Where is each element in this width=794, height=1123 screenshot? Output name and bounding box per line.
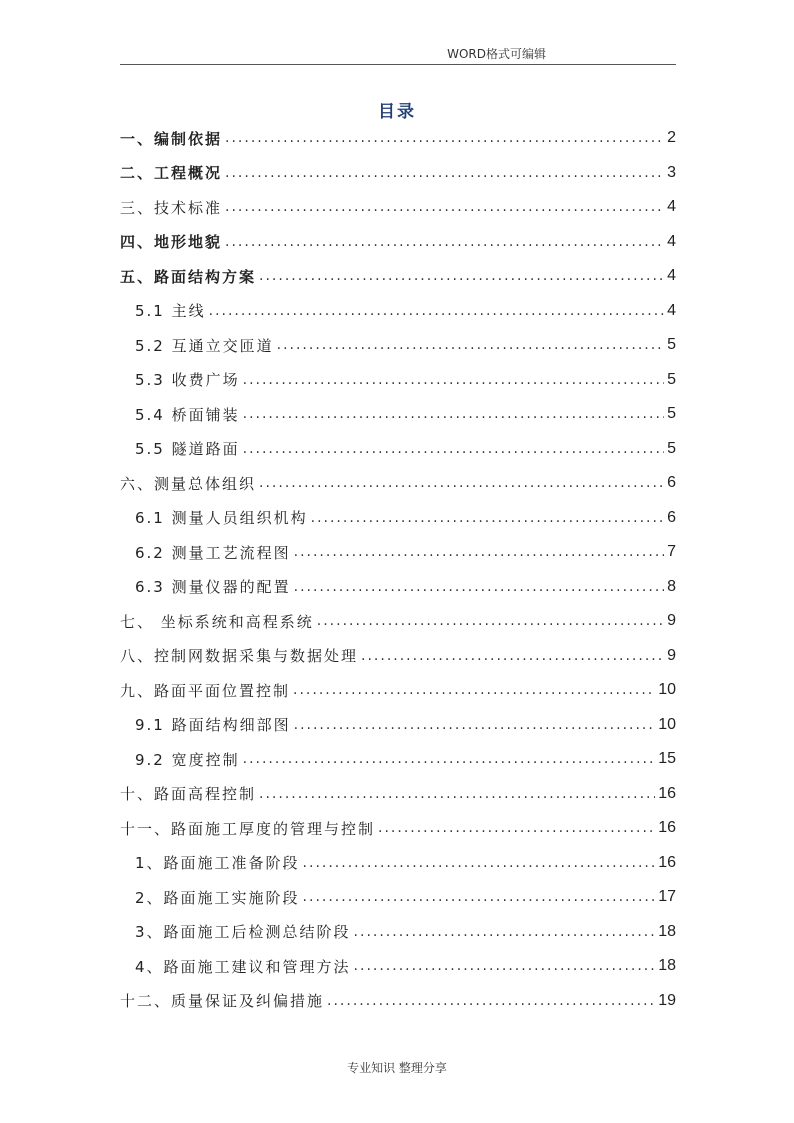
toc-entry-label: 六、测量总体组织 xyxy=(120,474,257,493)
toc-entry[interactable] xyxy=(120,466,676,501)
toc-entry-page: 4 xyxy=(667,198,676,216)
toc-entry-page: 4 xyxy=(667,267,676,285)
toc-entry-page: 19 xyxy=(658,991,676,1009)
toc-entry-page: 16 xyxy=(658,819,676,837)
toc-entry-label: 3、路面施工后检测总结阶段 xyxy=(135,923,351,942)
toc-entry[interactable] xyxy=(120,156,676,191)
toc-entry-page: 18 xyxy=(658,922,676,940)
toc-dot-leader xyxy=(243,372,664,388)
toc-entry-label: 2、路面施工实施阶段 xyxy=(135,888,300,907)
toc-dot-leader xyxy=(303,889,656,905)
toc-entry-page: 15 xyxy=(658,750,676,768)
toc-dot-leader xyxy=(259,786,655,802)
toc-entry-page: 9 xyxy=(667,612,676,630)
toc-entry-page: 5 xyxy=(667,336,676,354)
toc-entry-page: 5 xyxy=(667,405,676,423)
toc-dot-leader xyxy=(354,958,656,974)
toc-dot-leader xyxy=(225,234,664,250)
toc-entry-page: 10 xyxy=(658,715,676,733)
toc-dot-leader xyxy=(311,510,664,526)
toc-dot-leader xyxy=(378,820,655,836)
toc-dot-leader xyxy=(317,613,664,629)
toc-dot-leader xyxy=(293,682,655,698)
toc-entry[interactable] xyxy=(120,846,676,881)
toc-entry-page: 4 xyxy=(667,301,676,319)
toc-dot-leader xyxy=(209,303,664,319)
toc-entry-label: 五、路面结构方案 xyxy=(120,267,257,286)
toc-entry-label: 5.4 桥面铺装 xyxy=(135,405,240,424)
toc-entry-page: 6 xyxy=(667,474,676,492)
toc-entry[interactable] xyxy=(120,570,676,605)
table-of-contents xyxy=(120,121,676,1018)
toc-entry[interactable] xyxy=(120,811,676,846)
toc-entry[interactable] xyxy=(120,949,676,984)
toc-entry-page: 2 xyxy=(667,129,676,147)
toc-entry-label: 9.1 路面结构细部图 xyxy=(135,716,291,735)
toc-entry-label: 十、路面高程控制 xyxy=(120,785,257,804)
toc-entry-label: 八、控制网数据采集与数据处理 xyxy=(120,647,359,666)
toc-entry-label: 十一、路面施工厚度的管理与控制 xyxy=(120,819,376,838)
toc-entry[interactable] xyxy=(120,535,676,570)
toc-entry[interactable] xyxy=(120,294,676,329)
toc-entry-page: 16 xyxy=(658,784,676,802)
toc-entry-page: 3 xyxy=(667,163,676,181)
toc-entry-label: 四、地形地貌 xyxy=(120,233,223,252)
toc-entry[interactable] xyxy=(120,880,676,915)
toc-dot-leader xyxy=(294,717,656,733)
toc-dot-leader xyxy=(294,544,664,560)
toc-entry-label: 6.2 测量工艺流程图 xyxy=(135,543,291,562)
toc-entry-label: 一、编制依据 xyxy=(120,129,223,148)
toc-dot-leader xyxy=(327,993,655,1009)
toc-entry-page: 9 xyxy=(667,646,676,664)
toc-entry-page: 5 xyxy=(667,370,676,388)
toc-dot-leader xyxy=(294,579,664,595)
toc-entry-label: 二、工程概况 xyxy=(120,164,223,183)
page-footer: 专业知识 整理分享 xyxy=(347,1061,447,1075)
header-rule xyxy=(120,64,676,65)
toc-entry[interactable] xyxy=(120,639,676,674)
toc-entry[interactable] xyxy=(120,432,676,467)
toc-entry[interactable] xyxy=(120,328,676,363)
toc-entry-page: 8 xyxy=(667,577,676,595)
toc-entry[interactable] xyxy=(120,604,676,639)
toc-entry[interactable] xyxy=(120,915,676,950)
toc-dot-leader xyxy=(277,337,664,353)
toc-entry[interactable] xyxy=(120,501,676,536)
toc-entry-label: 九、路面平面位置控制 xyxy=(120,681,291,700)
toc-entry-label: 6.3 测量仪器的配置 xyxy=(135,578,291,597)
toc-entry-label: 1、路面施工准备阶段 xyxy=(135,854,300,873)
toc-dot-leader xyxy=(259,268,664,284)
toc-entry-label: 5.5 隧道路面 xyxy=(135,440,240,459)
toc-entry-page: 18 xyxy=(658,957,676,975)
toc-dot-leader xyxy=(225,130,664,146)
toc-entry-label: 4、路面施工建议和管理方法 xyxy=(135,957,351,976)
toc-dot-leader xyxy=(225,165,664,181)
toc-entry-page: 5 xyxy=(667,439,676,457)
toc-entry[interactable] xyxy=(120,259,676,294)
toc-entry[interactable] xyxy=(120,984,676,1019)
toc-dot-leader xyxy=(243,406,664,422)
toc-entry-page: 10 xyxy=(658,681,676,699)
toc-entry-page: 7 xyxy=(667,543,676,561)
toc-entry-label: 十二、质量保证及纠偏措施 xyxy=(120,992,325,1011)
toc-entry-label: 七、 坐标系统和高程系统 xyxy=(120,612,314,631)
toc-dot-leader xyxy=(303,855,656,871)
toc-entry-page: 4 xyxy=(667,232,676,250)
toc-dot-leader xyxy=(243,441,664,457)
toc-entry[interactable] xyxy=(120,121,676,156)
toc-entry-page: 16 xyxy=(658,853,676,871)
toc-entry[interactable] xyxy=(120,190,676,225)
toc-entry-label: 三、技术标准 xyxy=(120,198,223,217)
toc-dot-leader xyxy=(225,199,664,215)
toc-dot-leader xyxy=(361,648,664,664)
toc-entry[interactable] xyxy=(120,397,676,432)
toc-entry-label: 5.2 互通立交匝道 xyxy=(135,336,274,355)
toc-dot-leader xyxy=(243,751,656,767)
toc-entry-label: 5.1 主线 xyxy=(135,302,206,321)
toc-entry[interactable] xyxy=(120,225,676,260)
page-header: WORD格式可编辑 xyxy=(447,47,546,61)
toc-entry-page: 6 xyxy=(667,508,676,526)
toc-entry-label: 5.3 收费广场 xyxy=(135,371,240,390)
toc-entry[interactable] xyxy=(120,673,676,708)
toc-entry[interactable] xyxy=(120,708,676,743)
toc-entry[interactable] xyxy=(120,742,676,777)
toc-entry[interactable] xyxy=(120,363,676,398)
toc-title: 目录 xyxy=(378,102,416,122)
toc-entry-label: 6.1 测量人员组织机构 xyxy=(135,509,308,528)
toc-entry-label: 9.2 宽度控制 xyxy=(135,750,240,769)
toc-entry-page: 17 xyxy=(658,888,676,906)
toc-dot-leader xyxy=(259,475,664,491)
toc-entry[interactable] xyxy=(120,777,676,812)
toc-dot-leader xyxy=(354,924,656,940)
